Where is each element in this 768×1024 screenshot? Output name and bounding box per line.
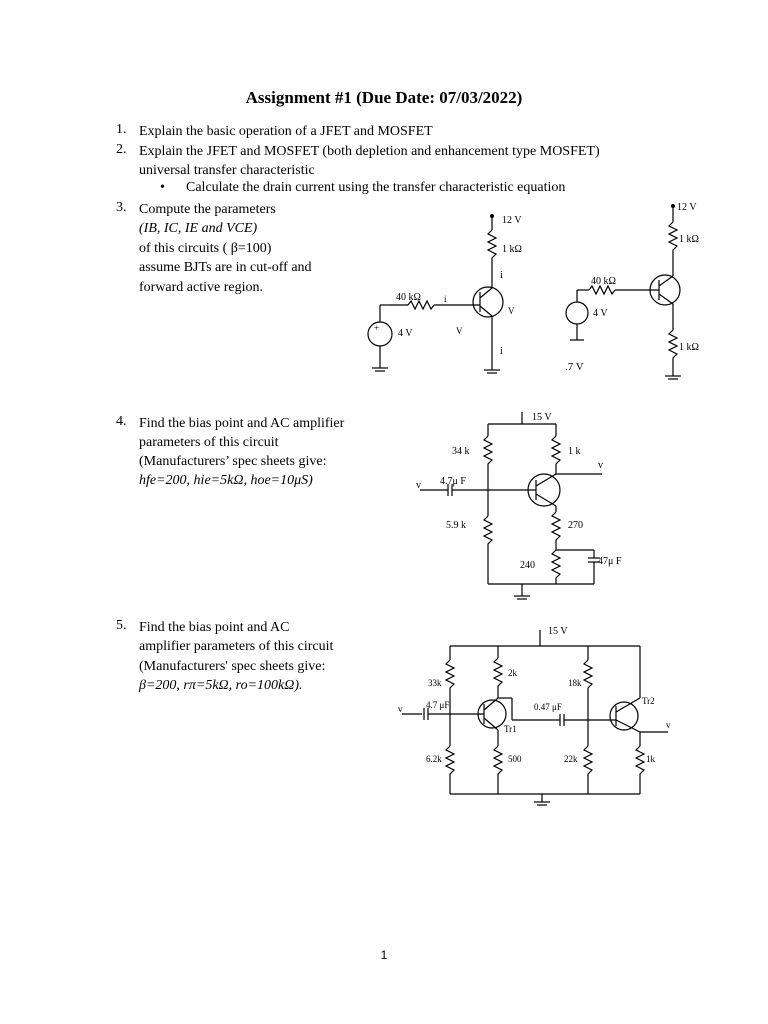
document-title: Assignment #1 (Due Date: 07/03/2022) (245, 88, 523, 107)
circuit-c-ce: 47μ F (598, 556, 622, 567)
circuit-b-ve: .7 V (565, 361, 584, 373)
circuit-c-vi: v (416, 480, 421, 491)
circuit-d-r3: 18k (568, 678, 582, 688)
circuit-d-cin: 4.7 μF (426, 700, 450, 710)
circuit-d-vi: v (398, 704, 403, 714)
circuit-d-r4: 22k (564, 754, 578, 764)
q4-number: 4. (116, 414, 127, 429)
circuit-c-diagram (412, 408, 642, 608)
circuit-b-vcc: 12 V (677, 202, 697, 213)
circuit-c-cin: 4.7μ F (440, 476, 466, 487)
q4-line2: parameters of this circuit (139, 435, 279, 450)
svg-text:+: + (374, 323, 380, 333)
page-number: 1 (380, 948, 388, 962)
circuit-c-rc: 1 k (568, 446, 581, 457)
circuit-d-re2: 1k (646, 754, 655, 764)
circuit-c-r2: 5.9 k (446, 520, 466, 531)
circuit-a-vs: 4 V (398, 328, 413, 339)
circuit-d-rc1: 2k (508, 668, 517, 678)
q4-line1: Find the bias point and AC amplifier (139, 416, 345, 431)
circuit-a-vbe: V (456, 326, 463, 336)
circuit-a-vce: V (508, 306, 515, 316)
circuit-c-r1: 34 k (452, 446, 470, 457)
circuit-b-rc: 1 kΩ (679, 234, 699, 245)
q3-line4: assume BJTs are in cut-off and (139, 260, 312, 275)
circuit-a-ie: i (500, 346, 503, 357)
circuit-d-r2: 6.2k (426, 754, 442, 764)
circuit-c-vcc: 15 V (532, 412, 552, 423)
q2-line1: Explain the JFET and MOSFET (both depletion and enhancement type MOSFET) (139, 144, 600, 159)
q3-line3: of this circuits ( β=100) (139, 241, 272, 256)
circuit-c-vo: v (598, 460, 603, 471)
circuit-d-vo: v (666, 720, 671, 730)
q3-line1: Compute the parameters (139, 202, 276, 217)
circuit-c-re1: 270 (568, 520, 583, 531)
circuit-a-diagram (360, 210, 560, 382)
q5-line2: amplifier parameters of this circuit (139, 639, 334, 654)
q5-line3: (Manufacturers' spec sheets give: (139, 659, 326, 674)
q3-line2: (IB, IC, IE and VCE) (139, 221, 258, 236)
circuit-d-vcc: 15 V (548, 626, 568, 637)
q1-number: 1. (116, 122, 127, 137)
q3-number: 3. (116, 200, 127, 215)
circuit-a-vcc: 12 V (502, 215, 522, 226)
circuit-b-re: 1 kΩ (679, 342, 699, 353)
circuit-d-diagram (392, 620, 692, 810)
q4-line4: hfe=200, hie=5kΩ, hoe=10μS) (139, 473, 313, 488)
circuit-b-rb: 40 kΩ (591, 276, 616, 287)
circuit-b-vs: 4 V (593, 308, 608, 319)
q2-line2: universal transfer characteristic (139, 163, 315, 178)
circuit-a-rb: 40 kΩ (396, 292, 421, 303)
q5-line4: β=200, rπ=5kΩ, ro=100kΩ). (139, 678, 303, 693)
q5-line1: Find the bias point and AC (139, 620, 290, 635)
circuit-d-tr2: Tr2 (642, 696, 655, 706)
q2-number: 2. (116, 142, 127, 157)
circuit-d-tr1: Tr1 (504, 724, 517, 734)
circuit-d-cc: 0.47 μF (534, 702, 562, 712)
circuit-c-re2: 240 (520, 560, 535, 571)
circuit-b-diagram (565, 198, 740, 388)
circuit-a-ib: i (444, 294, 447, 304)
q5-number: 5. (116, 618, 127, 633)
q1-text: Explain the basic operation of a JFET and MOSFET (139, 124, 433, 139)
q4-line3: (Manufacturers’ spec sheets give: (139, 454, 327, 469)
circuit-a-rc: 1 kΩ (502, 244, 522, 255)
q3-line5: forward active region. (139, 280, 263, 295)
circuit-a-ic: i (500, 270, 503, 281)
circuit-d-re1: 500 (508, 754, 522, 764)
bullet-icon: • (160, 180, 165, 195)
q2-bullet: Calculate the drain current using the transfer characteristic equation (186, 180, 566, 195)
circuit-d-r1: 33k (428, 678, 442, 688)
